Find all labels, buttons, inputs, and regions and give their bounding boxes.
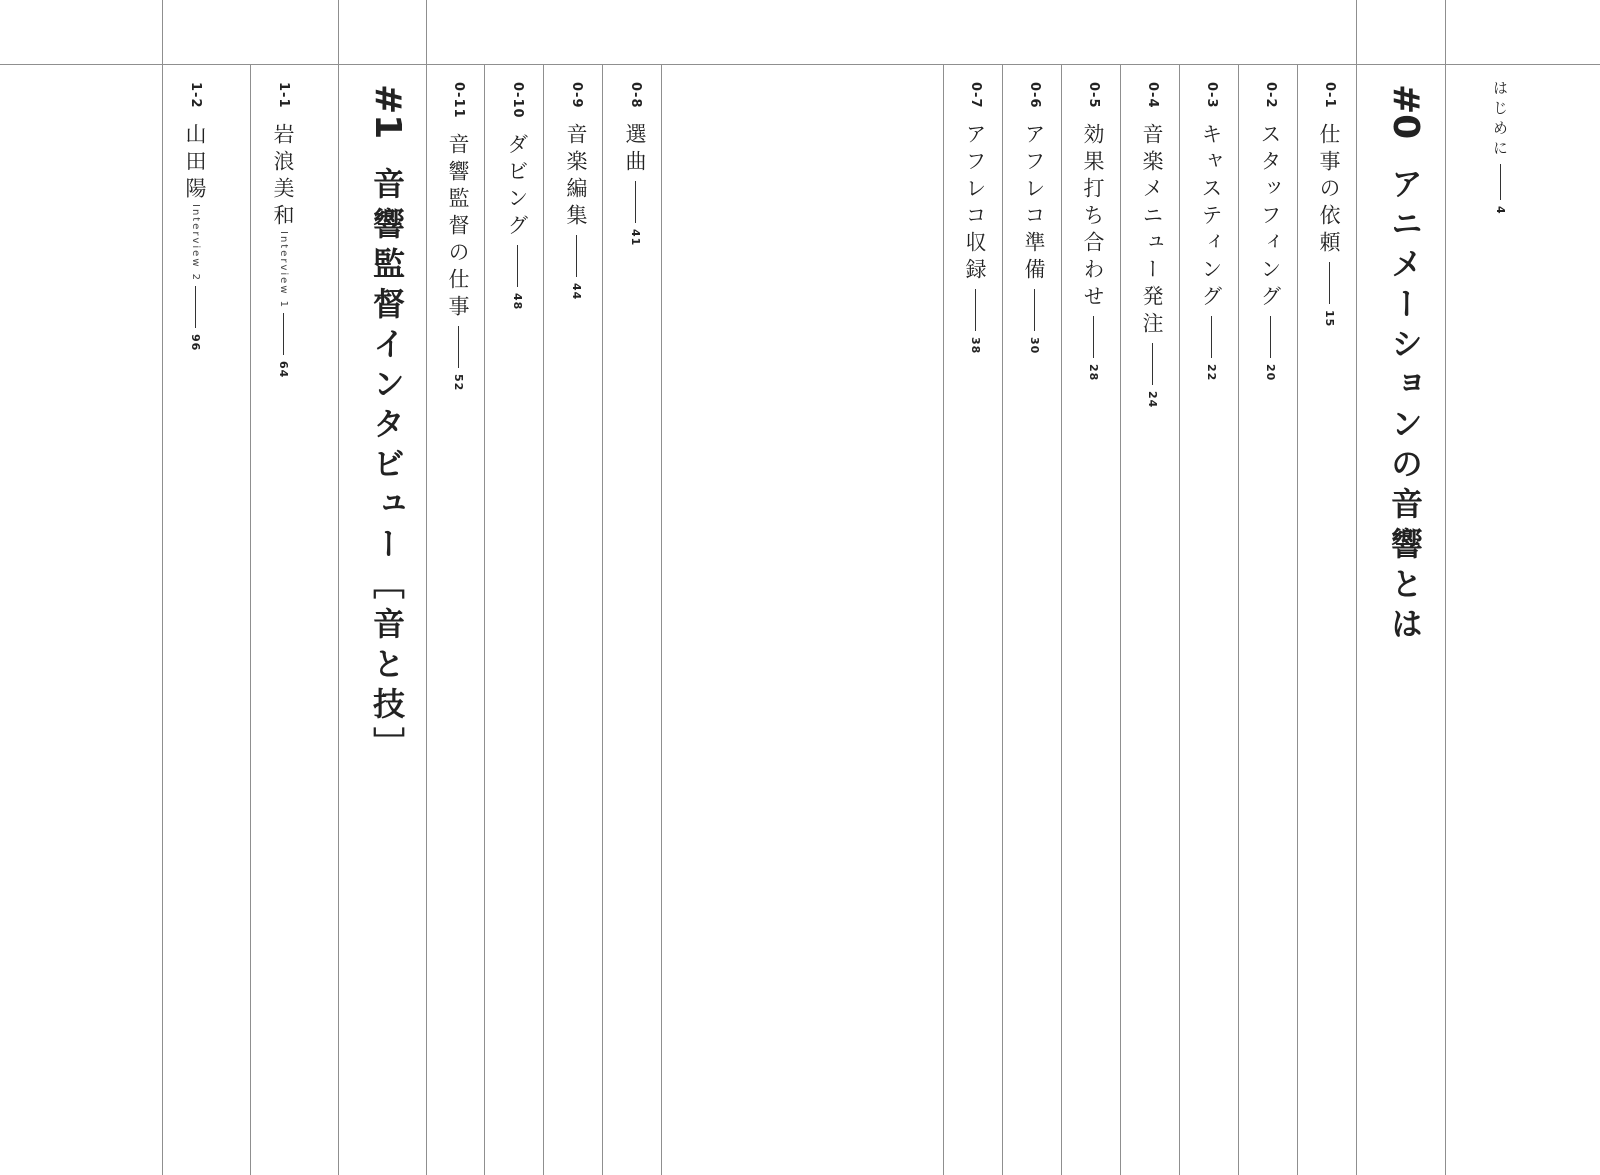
toc-entry[interactable] (1078, 82, 1108, 381)
column-rule (338, 0, 339, 1175)
page-number: 41 (629, 228, 642, 246)
entry-number: 0-9 (569, 82, 584, 109)
entry-title: 音響監督の仕事 (446, 132, 470, 322)
entry-number: 0-8 (628, 82, 643, 109)
column-rule (1179, 64, 1180, 1175)
column-rule (1238, 64, 1239, 1175)
entry-title: アフレコ収録 (963, 122, 987, 285)
entry-title: キャスティング (1199, 122, 1223, 312)
entry-number: 0-7 (968, 82, 983, 109)
entry-title: 効果打ち合わせ (1081, 122, 1105, 312)
column-rule (250, 64, 251, 1175)
section-number: #1 (367, 84, 408, 140)
entry-subtitle: Interview 1 (278, 230, 289, 309)
entry-number: 0-6 (1027, 82, 1042, 109)
leader-line (1152, 343, 1153, 385)
entry-number: 0-1 (1322, 82, 1337, 109)
leader-line (635, 181, 636, 223)
page-number: 48 (511, 292, 524, 310)
toc-entry[interactable] (1137, 82, 1167, 408)
column-rule (602, 64, 603, 1175)
leader-line (283, 313, 284, 355)
toc-entry[interactable] (443, 82, 473, 391)
toc-entry[interactable] (502, 82, 532, 310)
entry-title: ダビング (505, 132, 529, 241)
intro-entry[interactable] (1490, 80, 1511, 215)
leader-line (576, 235, 577, 277)
page-number: 96 (189, 333, 202, 351)
leader-line (1093, 316, 1094, 358)
entry-title: 仕事の依頼 (1317, 122, 1341, 258)
entry-title: 岩浪美和 (271, 122, 295, 231)
column-rule (1445, 0, 1446, 1175)
leader-line (1270, 316, 1271, 358)
page-number: 4 (1494, 206, 1507, 215)
entry-title-group (180, 123, 210, 282)
entry-number: 0-2 (1263, 82, 1278, 109)
section-title: 音響監督インタビュー［音と技］ (368, 167, 406, 768)
page-number: 52 (452, 373, 465, 391)
entry-number: 0-10 (510, 82, 525, 119)
entry-number: 0-3 (1204, 82, 1219, 109)
toc-entry[interactable] (960, 82, 990, 354)
page-number: 44 (570, 282, 583, 300)
page-number: 64 (277, 360, 290, 378)
entry-number: 1-2 (188, 82, 203, 109)
toc-entry[interactable] (1255, 82, 1285, 381)
leader-line (458, 326, 459, 368)
leader-line (1500, 164, 1501, 200)
page-number: 38 (969, 336, 982, 354)
column-rule (1002, 64, 1003, 1175)
toc-entry[interactable] (1196, 82, 1226, 381)
entry-subtitle: Interview 2 (190, 203, 201, 282)
leader-line (1211, 316, 1212, 358)
column-rule (1356, 0, 1357, 1175)
entry-title: アフレコ準備 (1022, 122, 1046, 285)
entry-title: 音楽編集 (564, 122, 588, 231)
page-number: 15 (1323, 309, 1336, 327)
entry-title: 山田陽 (183, 122, 207, 204)
section-number: #0 (1385, 84, 1426, 140)
section-title: アニメーションの音響とは (1386, 167, 1424, 648)
toc-entry[interactable] (180, 82, 210, 351)
section-heading (364, 84, 410, 767)
page-number: 30 (1028, 336, 1041, 354)
entry-number: 1-1 (276, 82, 291, 109)
entry-title: 選曲 (623, 122, 647, 177)
page-number: 24 (1146, 390, 1159, 408)
toc-entry[interactable] (1314, 82, 1344, 327)
column-rule (1061, 64, 1062, 1175)
entry-title-group (268, 123, 298, 309)
column-rule (661, 64, 662, 1175)
leader-line (975, 289, 976, 331)
horizontal-rule (0, 64, 1600, 65)
entry-number: 0-5 (1086, 82, 1101, 109)
page-number: 22 (1205, 363, 1218, 381)
leader-line (1034, 289, 1035, 331)
column-rule (543, 64, 544, 1175)
toc-entry[interactable] (1019, 82, 1049, 354)
column-rule (162, 0, 163, 1175)
column-rule (484, 64, 485, 1175)
toc-entry[interactable] (620, 82, 650, 246)
section-heading (1382, 84, 1428, 647)
leader-line (1329, 262, 1330, 304)
intro-label: はじめに (1491, 80, 1509, 160)
toc-entry[interactable] (561, 82, 591, 300)
leader-line (195, 286, 196, 328)
column-rule (1297, 64, 1298, 1175)
column-rule (943, 64, 944, 1175)
toc-entry[interactable] (268, 82, 298, 378)
column-rule (426, 0, 427, 1175)
leader-line (517, 245, 518, 287)
entry-title: 音楽メニュー発注 (1140, 122, 1164, 339)
entry-title: スタッフィング (1258, 122, 1282, 312)
entry-number: 0-11 (451, 82, 466, 119)
column-rule (1120, 64, 1121, 1175)
page-number: 20 (1264, 363, 1277, 381)
entry-number: 0-4 (1145, 82, 1160, 109)
page-number: 28 (1087, 363, 1100, 381)
